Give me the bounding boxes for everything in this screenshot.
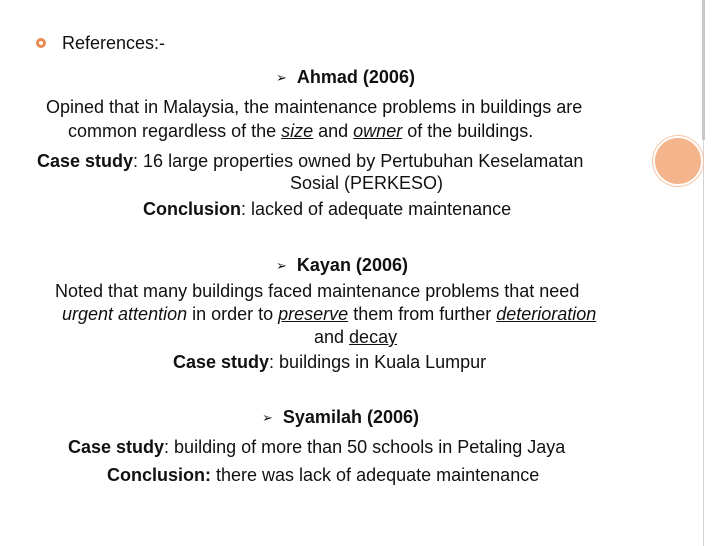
ahmad-line1: Opined that in Malaysia, the maintenance problems in buildings are [46,97,583,117]
kayan-deterioration: deterioration [496,304,597,324]
kayan-line2-b: them from further [348,304,497,324]
ahmad-owner: owner [353,121,403,141]
syamilah-heading-row [262,406,419,429]
ahmad-heading-row [276,66,415,89]
arrow-bullet-icon: ➢ [262,410,273,425]
ring-bullet-icon [36,38,46,48]
references-label: References:- [62,33,166,53]
ahmad-heading: Ahmad (2006) [296,67,415,87]
syamilah-case-text: : building of more than 50 schools in Petaling Jaya [164,437,566,457]
decorative-circle [653,136,703,186]
decorative-rail-top [702,0,705,140]
syamilah-case [68,436,565,458]
kayan-preserve: preserve [278,304,349,324]
ahmad-line2-b: and [313,121,354,141]
syamilah-heading: Syamilah (2006) [282,407,419,427]
arrow-bullet-icon: ➢ [276,70,287,85]
syamilah-conclusion-label: Conclusion: [107,465,211,485]
kayan-line2 [62,303,596,325]
syamilah-conclusion-text: there was lack of adequate maintenance [211,465,540,485]
ahmad-case-text1: : 16 large properties owned by Pertubuhan Keselamatan [133,151,584,171]
ahmad-line2 [68,120,533,142]
ahmad-case-label: Case study [37,151,134,171]
kayan-line1: Noted that many buildings faced maintenance problems that need [55,281,580,301]
syamilah-conclusion [107,464,539,486]
ahmad-line2-a: common regardless of the [68,121,282,141]
ahmad-line2-c: of the buildings. [402,121,534,141]
kayan-urgent: urgent attention [62,304,188,324]
ahmad-case-line2: Sosial (PERKESO) [290,173,444,193]
kayan-case-text: : buildings in Kuala Lumpur [269,352,487,372]
kayan-line3 [314,326,397,348]
ahmad-conclusion [143,198,511,220]
kayan-case [173,351,486,373]
ahmad-conclusion-label: Conclusion [143,199,241,219]
kayan-heading-row [276,254,408,277]
syamilah-case-label: Case study [68,437,165,457]
arrow-bullet-icon: ➢ [276,258,287,273]
kayan-line3-a: and [314,327,350,347]
kayan-decay: decay [349,327,398,347]
ahmad-size: size [281,121,314,141]
ahmad-conclusion-text: : lacked of adequate maintenance [241,199,512,219]
kayan-case-label: Case study [173,352,270,372]
kayan-heading: Kayan (2006) [296,255,408,275]
kayan-line2-a: in order to [187,304,279,324]
ahmad-case-line1 [37,150,583,172]
